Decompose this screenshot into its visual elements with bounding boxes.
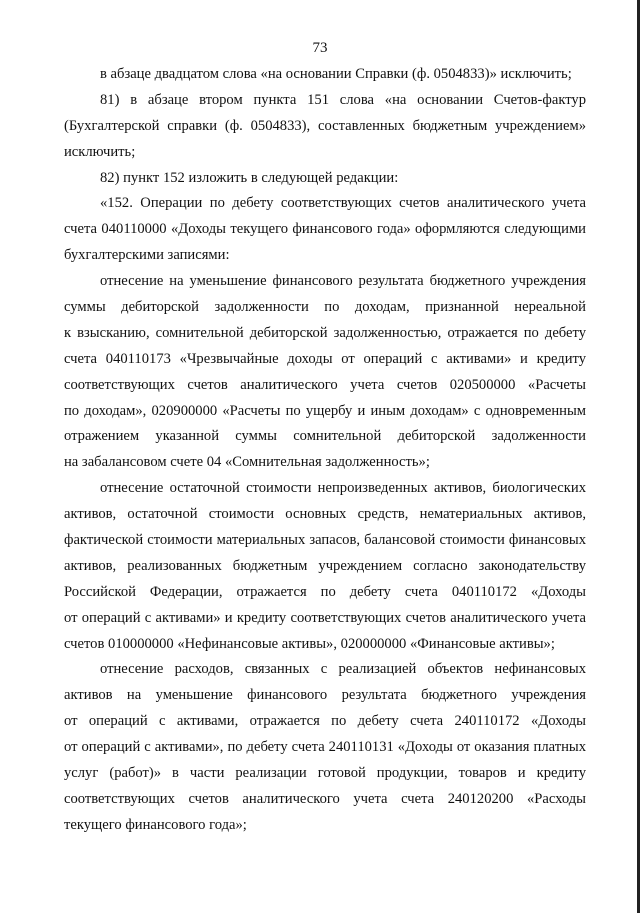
text-line: отражением указанной суммы сомнительной дебиторской задолженности: [64, 428, 586, 445]
text-line: к взысканию, сомнительной дебиторской задолженностью, отражается по дебету: [64, 324, 586, 341]
text-line: счета 040110000 «Доходы текущего финансового года» оформляются следующими: [64, 221, 586, 238]
text-line: отнесение на уменьшение финансового результата бюджетного учреждения: [100, 273, 586, 290]
text-line: счета 040110173 «Чрезвычайные доходы от операций с активами» и кредиту: [64, 350, 586, 367]
page-number: 73: [312, 40, 328, 56]
text-line: исключить;: [64, 143, 136, 160]
text-line: бухгалтерскими записями:: [64, 247, 230, 264]
text-line: 81) в абзаце втором пункта 151 слова «на основании Счетов-фактур: [100, 91, 586, 108]
text-line: на забалансовом счете 04 «Сомнительная задолженность»;: [64, 454, 430, 471]
text-line: счетов 010000000 «Нефинансовые активы», 020000000 «Финансовые активы»;: [64, 635, 555, 652]
text-line: услуг (работ)» в части реализации готовой продукции, товаров и кредиту: [64, 765, 586, 782]
text-line: по доходам», 020900000 «Расчеты по ущербу и иным доходам» с одновременным: [64, 402, 586, 419]
text-line: суммы дебиторской задолженности по доходам, признанной нереальной: [64, 299, 586, 316]
document-body: [64, 62, 586, 839]
text-line: от операций с активами», по дебету счета 240110131 «Доходы от оказания платных: [64, 739, 586, 756]
text-line: отнесение расходов, связанных с реализацией объектов нефинансовых: [100, 661, 586, 678]
text-line: в абзаце двадцатом слова «на основании Справки (ф. 0504833)» исключить;: [100, 66, 572, 82]
text-line: (Бухгалтерской справки (ф. 0504833), составленных бюджетным учреждением»: [64, 117, 586, 134]
text-line: 82) пункт 152 изложить в следующей редакции:: [100, 169, 399, 186]
text-line: Российской Федерации, отражается по дебету счета 040110172 «Доходы: [64, 583, 586, 600]
text-line: соответствующих счетов аналитического учета счетов 020500000 «Расчеты: [64, 376, 586, 393]
text-line: активов, реализованных бюджетным учреждением согласно законодательству: [64, 557, 586, 574]
text-line: соответствующих счетов аналитического учета счета 240120200 «Расходы: [64, 790, 586, 807]
text-line: активов, остаточной стоимости основных средств, нематериальных активов,: [64, 506, 586, 523]
text-line: от операций с активами, отражается по дебету счета 240110172 «Доходы: [64, 713, 586, 730]
text-line: текущего финансового года»;: [64, 816, 247, 833]
text-line: активов на уменьшение финансового результата бюджетного учреждения: [64, 687, 586, 704]
text-line: фактической стоимости материальных запасов, балансовой стоимости финансовых: [64, 532, 586, 549]
text-line: от операций с активами» и кредиту соответствующих счетов аналитического учета: [64, 609, 586, 626]
text-line: отнесение остаточной стоимости непроизведенных активов, биологических: [100, 480, 586, 497]
text-line: «152. Операции по дебету соответствующих счетов аналитического учета: [100, 195, 586, 212]
